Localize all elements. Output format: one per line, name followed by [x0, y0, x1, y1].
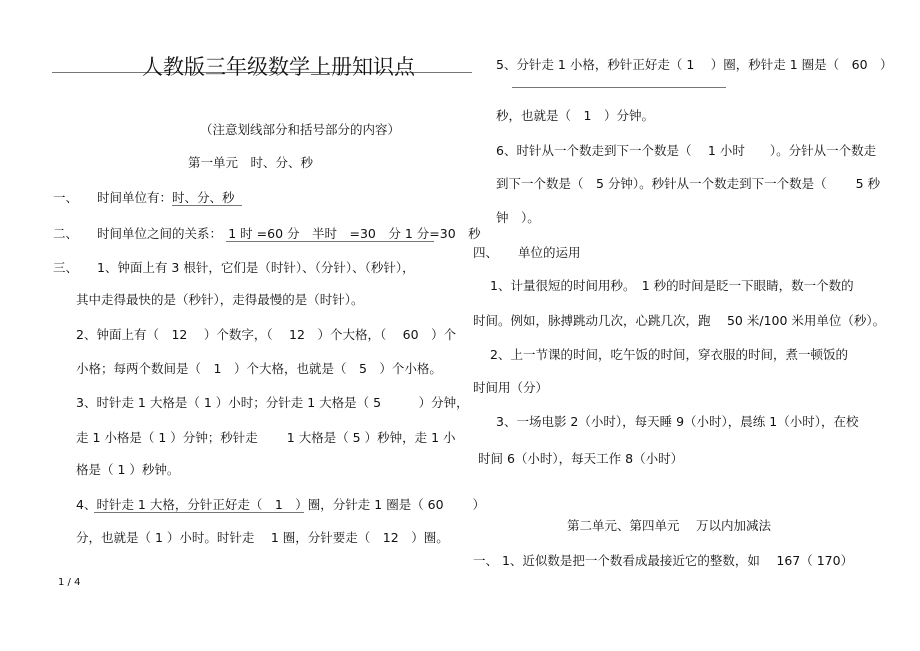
section-1-number: 一、	[53, 190, 79, 205]
usage-2-line2: 时间用（分）	[473, 380, 549, 395]
point-6-line1: 6、时针从一个数走到下一个数是（ 1 小时 ）。分针从一个数走	[496, 143, 877, 158]
underline-time-units	[172, 205, 242, 206]
point-5-line2: 秒，也就是（ 1 ）分钟。	[496, 108, 654, 123]
point-5-line1: 5、分针走 1 小格，秒针正好走（ 1 ）圈，秒针走 1 圈是（ 60 ）	[496, 57, 893, 72]
usage-3-line2: 时间 6（小时），每天工作 8（小时）	[478, 451, 684, 466]
usage-2-line1: 2、上一节课的时间，吃午饭的时间，穿衣服的时间，煮一顿饭的	[490, 347, 848, 362]
point-3-line3: 格是（ 1 ）秒钟。	[76, 462, 180, 477]
unit2-heading: 第二单元、第四单元 万以内加减法	[567, 518, 771, 533]
point-2-line1: 2、钟面上有（ 12 ）个数字，（ 12 ）个大格，（ 60 ）个	[76, 327, 457, 342]
point-2-line2: 小格；每两个数间是（ 1 ）个大格，也就是（ 5 ）个小格。	[76, 361, 442, 376]
section-3-text: 1、钟面上有 3 根针，它们是（时针）、（分针）、（秒针），	[97, 260, 415, 275]
point-4-line1: 4、时针走 1 大格，分针正好走（ 1 ）圈，分针走 1 圈是（ 60 ）	[76, 497, 486, 512]
point-6-line2: 到下一个数是（ 5 分钟）。秒针从一个数走到下一个数是（ 5 秒	[496, 176, 881, 191]
underline-hour-minute	[94, 512, 304, 513]
section-4-number: 四、	[473, 245, 499, 260]
section-1-text: 时间单位有：时、分、秒	[97, 190, 235, 205]
section-2-number: 二、	[53, 226, 79, 241]
approx-number-line: 一、 1、近似数是把一个数看成最接近它的整数，如 167（ 170）	[473, 553, 854, 568]
point-6-line3: 钟 ）。	[496, 210, 540, 225]
usage-3-line1: 3、一场电影 2（小时），每天睡 9（小时），晨练 1（小时），在校	[496, 414, 859, 429]
underline-time-relations	[226, 241, 434, 242]
usage-1-line2: 时间。例如，脉搏跳动几次，心跳几次，跑 50 米/100 米用单位（秒）。	[473, 313, 886, 328]
point-3-line1: 3、时针走 1 大格是（ 1 ）小时；分针走 1 大格是（ 5 ）分钟，	[76, 395, 469, 410]
section-3-line2: 其中走得最快的是（秒针），走得最慢的是（时针）。	[76, 292, 364, 307]
section-4-title: 单位的运用	[518, 245, 581, 260]
point-3-line2: 走 1 小格是（ 1 ）分钟；秒针走 1 大格是（ 5 ）秒钟，走 1 小	[76, 430, 456, 445]
section-2-text: 时间单位之间的关系： 1 时 =60 分 半时 =30 分 1 分=30 秒	[97, 226, 481, 241]
page-number: 1 / 4	[58, 577, 81, 588]
note-line: （注意划线部分和括号部分的内容）	[200, 122, 401, 137]
unit1-heading: 第一单元 时、分、秒	[188, 155, 314, 170]
page-title: 人教版三年级数学上册知识点	[142, 55, 415, 79]
underline-second-hand	[512, 87, 726, 88]
section-3-number: 三、	[53, 260, 79, 275]
point-4-line2: 分，也就是（ 1 ）小时。时针走 1 圈，分针要走（ 12 ）圈。	[76, 530, 449, 545]
usage-1-line1: 1、计量很短的时间用秒。 1 秒的时间是眨一下眼睛，数一个数的	[490, 278, 854, 293]
